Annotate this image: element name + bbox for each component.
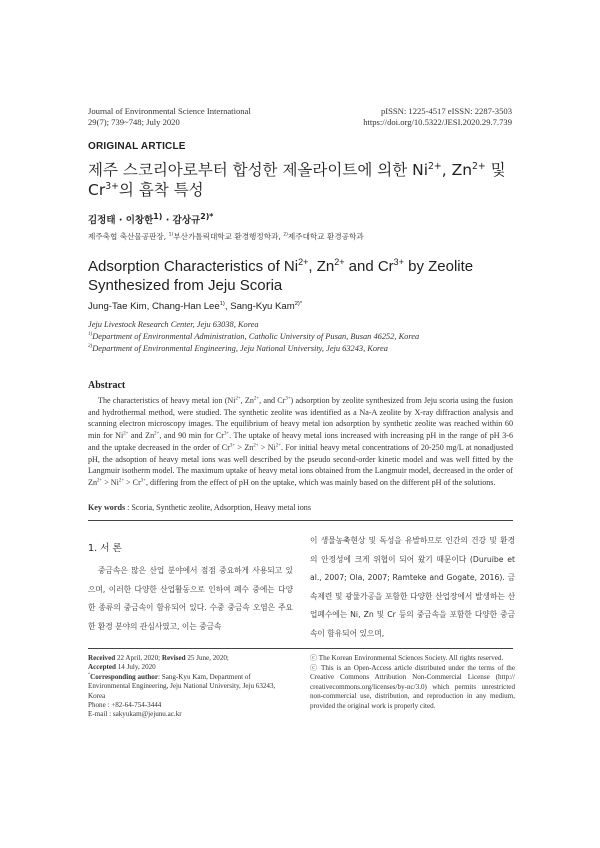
korean-title: 제주 스코리아로부터 합성한 제올라이트에 의한 $Ni^{2+}$, $Zn^{2+}$ 및 $Cr^{3+}$의 흡착 특성 <box>88 160 506 199</box>
article-footnote: Received 22 April, 2020; Revised 25 June, 2020; Accepted 14 July, 2020 *Corresponding author: Sang-Kyu Kam, Department of Environmental Engineering, Jeju National University, Jeju 63243, Korea Phone : +82-64-754-3444 E-mail : sakyukam@jejunu.ac.kr <box>88 654 293 720</box>
issn: pISSN: 1225-4517 eISSN: 2287-3503 <box>380 106 512 116</box>
copyright-line: ⓒ The Korean Environmental Sciences Society. All rights reserved. <box>310 654 504 662</box>
section-heading: 1. 서 론 <box>88 543 122 554</box>
english-authors: Jung-Tae Kim, Chang-Han Lee$^{1)}$, Sang-Kyu Kam$^{2)*}$ <box>88 300 303 312</box>
affiliation-0: Jeju Livestock Research Center, Jeju 63038, Korea <box>88 320 259 329</box>
journal-name: Journal of Environmental Science International <box>88 106 251 116</box>
journal-header-left <box>88 106 251 128</box>
affiliation-1: $^{1)}$Department of Environmental Administration, Catholic University of Pusan, Busan 46252, Korea <box>88 332 420 341</box>
abstract-body: The characteristics of heavy metal ion ($Ni^{2+}$, $Zn^{2+}$, and $Cr^{3+}$) adsorption by zeolite synthesized from Jeju scoria using the fusion and hydrothermal method, were studied. The synthetic zeolite was identified as a Na-A zeolite by X-ray diffraction analysis and scanning electron microscopy images. The equilibrium of heavy metal ion adsorption by synthetic zeolite was reached within 60 min for $Ni^{2+}$ and $Zn^{2+}$, and 90 min for $Cr^{3+}$. The uptake of heavy metal ions increased with increasing pH in the range of pH 3-6 and the uptake decreased in the order of $Cr^{3+} > Zn^{2+} > Ni^{2+}$. For initial heavy metal concentrations of 20-250 mg/L at nonadjusted pH, the adsoption of heavy metal ions was well described by the pseudo second-order kinetic model and was well fitted by the Langmuir isotherm model. The maximum uptake of heavy metal ions obtained from the Langmuir model, decreased in the order of $Zn^{2+} > Ni^{2+} > Cr^{3+}$, differing from the effect of pH on the uptake, which was mainly based on the different pH of the solutions. <box>88 396 513 487</box>
intro-left-column: 중금속은 많은 산업 분야에서 점점 중요하게 사용되고 있으며, 이러한 다양한 산업활동으로 인하여 폐수 중에는 다양한 종류의 중금속이 함유되어 있다. 수중 중금속 오염은 주요한 환경 분야의 관심사였고, 이는 중금속 <box>88 566 293 631</box>
affiliation-2: $^{2)}$Department of Environmental Engineering, Jeju National University, Jeju 63243, Korea <box>88 344 388 353</box>
corresponding-email[interactable]: E-mail : sakyukam@jejunu.ac.kr <box>88 710 182 719</box>
korean-authors: 김정태 · 이창한$^{1)}$ · 감상규$^{2)*}$ <box>88 212 214 227</box>
footnote-divider <box>88 648 513 649</box>
doi-link[interactable]: https://doi.org/10.5322/JESI.2020.29.7.739 <box>363 117 512 127</box>
journal-header-right <box>363 106 512 128</box>
abstract-heading: Abstract <box>88 380 126 391</box>
korean-affiliations: 제주축협 축산물공판장, $^{1)}$부산가톨릭대학교 환경행정학과, $^{2)}$제주대학교 환경공학과 <box>88 232 364 241</box>
keywords: Key words : Scoria, Synthetic zeolite, Adsorption, Heavy metal ions <box>88 503 311 512</box>
intro-right-column: 이 생물농축현상 및 독성을 유발하므로 인간의 건강 및 환경의 안정성에 크게 위협이 되어 왔기 때문이다 (Duruibe et al., 2007; Ola, 2007; Ramteke and Gogate, 2016). 금속제련 및 광물가공을 포함한 다양한 산업장에서 발생하는 산업폐수에는 Ni, Zn 및 Cr 등의 중금속을 포함한 다양한 중금속이 함유되어 있으며, <box>310 536 515 638</box>
license-notice <box>310 654 515 712</box>
license-text: ⓒ This is an Open-Access article distributed under the terms of the Creative Commons Attribution Non-Commercial License (http:// creativecommons.org/licenses/by-nc/3.0) which permits unrestricted non-commercial use, distribution, and reproduction in any medium, provided the original work is properly cited. <box>310 663 515 710</box>
abstract-divider <box>88 520 513 521</box>
english-title: Adsorption Characteristics of $Ni^{2+}$, $Zn^{2+}$ and $Cr^{3+}$ by Zeolite Synthesized from Jeju Scoria <box>88 257 474 294</box>
volume-pages: 29(7); 739~748; July 2020 <box>88 117 180 127</box>
article-type: ORIGINAL ARTICLE <box>88 141 186 152</box>
